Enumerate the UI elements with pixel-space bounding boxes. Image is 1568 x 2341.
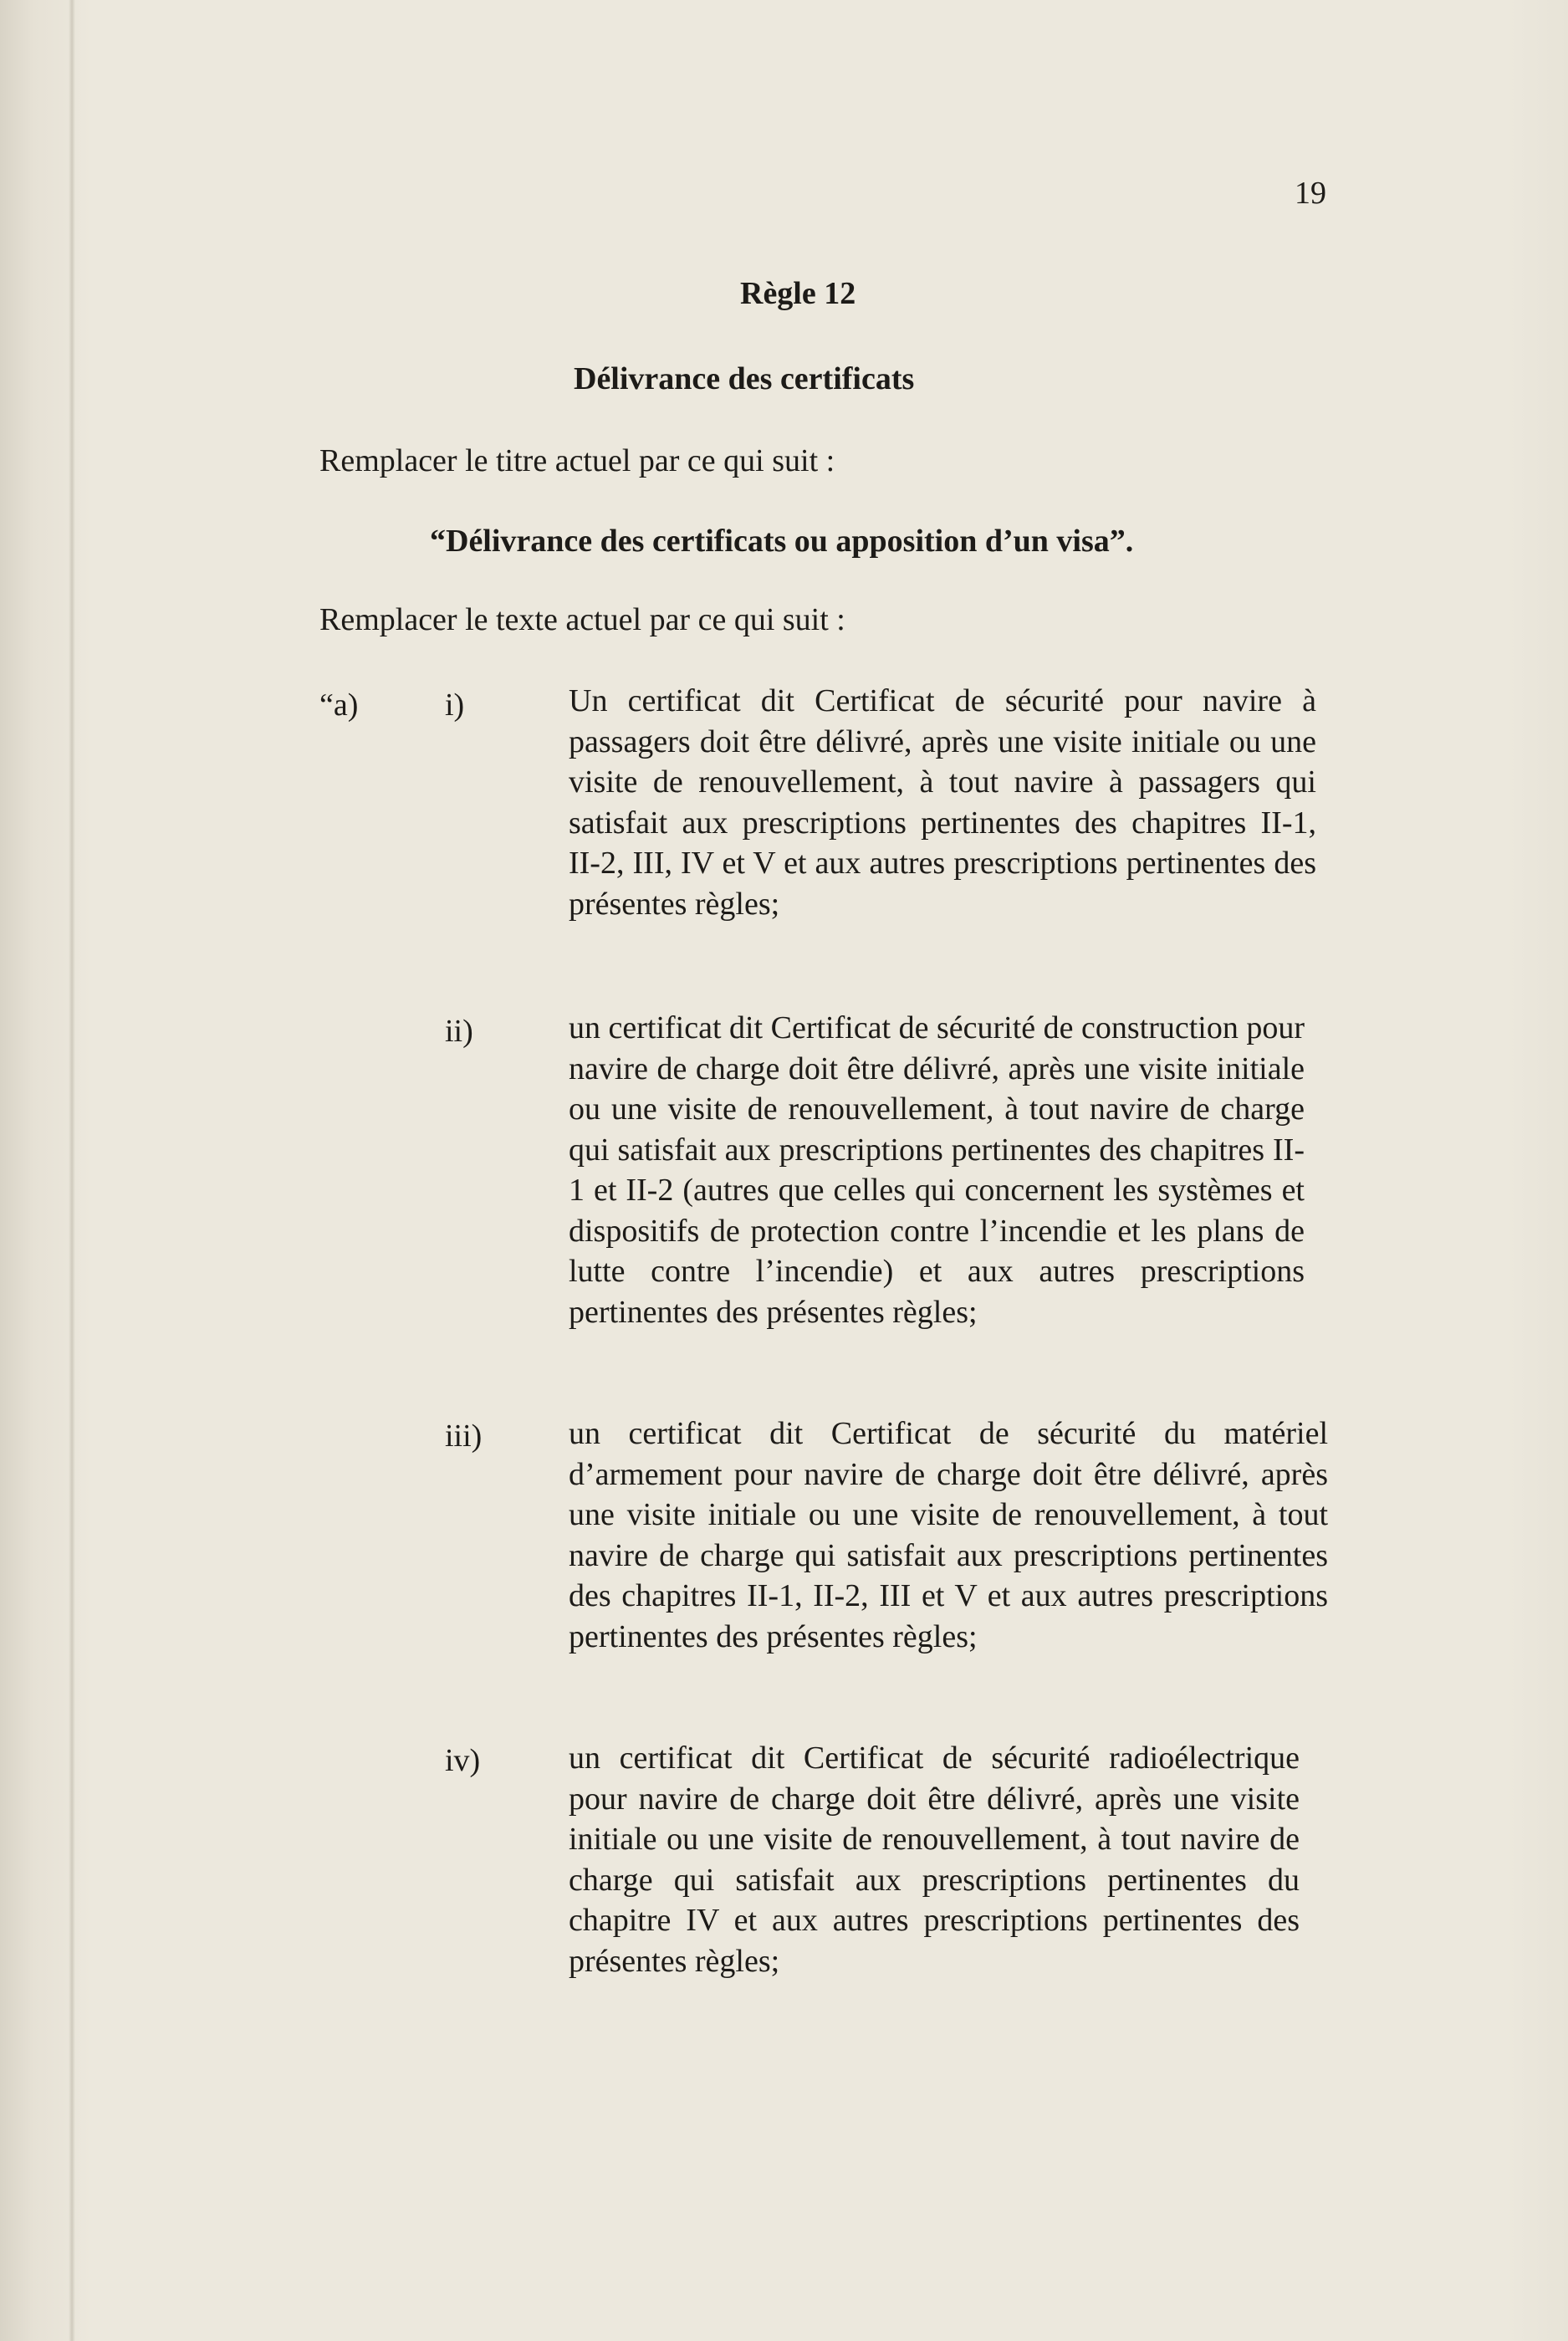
- item-text: un certificat dit Certificat de sécurité du matériel d’armement pour navire de charge doit être délivré, après une visite initiale ou une visite de renouvellement, à tout navire de charge qui satisfait aux prescriptions pertinentes des chapitres II-1, II-2, III et V et aux autres prescriptions pertinentes des présentes règles;: [569, 1416, 1328, 1654]
- replace-title-instruction: Remplacer le titre actuel par ce qui suit :: [319, 443, 835, 478]
- item-label: iv): [445, 1743, 481, 1778]
- item-text: un certificat dit Certificat de sécurité radioélectrique pour navire de charge doit être délivré, après une visite initiale ou une visite de renouvellement, à tout navire de charge qui satisfait aux prescriptions pertinentes du chapitre IV et aux autres prescriptions pertinentes des présentes règles;: [569, 1740, 1300, 1979]
- item-label: iii): [445, 1418, 483, 1454]
- item-text: un certificat dit Certificat de sécurité de construction pour navire de charge doit être délivré, après une visite initiale ou une visite de renouvellement, à tout navire de charge qui satisfait aux prescriptions pertinentes des chapitres II-1 et II-2 (autres que celles qui concernent les systèmes et dispositifs de protection contre l’incendie et les plans de lutte contre l’incendie) et aux autres prescriptions pertinentes des présentes règles;: [569, 1010, 1305, 1330]
- replace-text-instruction: Remplacer le texte actuel par ce qui suit :: [319, 602, 845, 637]
- page-binding-edge: [69, 0, 75, 2341]
- new-title-text: “Délivrance des certificats ou apposition d’un visa”.: [430, 524, 1134, 559]
- rule-heading: Règle 12: [740, 276, 856, 311]
- section-heading: Délivrance des certificats: [574, 361, 915, 396]
- item-text: Un certificat dit Certificat de sécurité pour navire à passagers doit être délivré, après une visite initiale ou une visite de renouvellement, à tout navire à passagers qui satisfait aux prescriptions pertinentes des chapitres II-1, II-2, III, IV et V et aux autres prescriptions pertinentes des présentes règles;: [569, 683, 1316, 922]
- page-number: 19: [1295, 176, 1326, 211]
- item-label: ii): [445, 1014, 473, 1049]
- item-label: i): [445, 687, 465, 723]
- paragraph-marker: “a): [319, 687, 359, 723]
